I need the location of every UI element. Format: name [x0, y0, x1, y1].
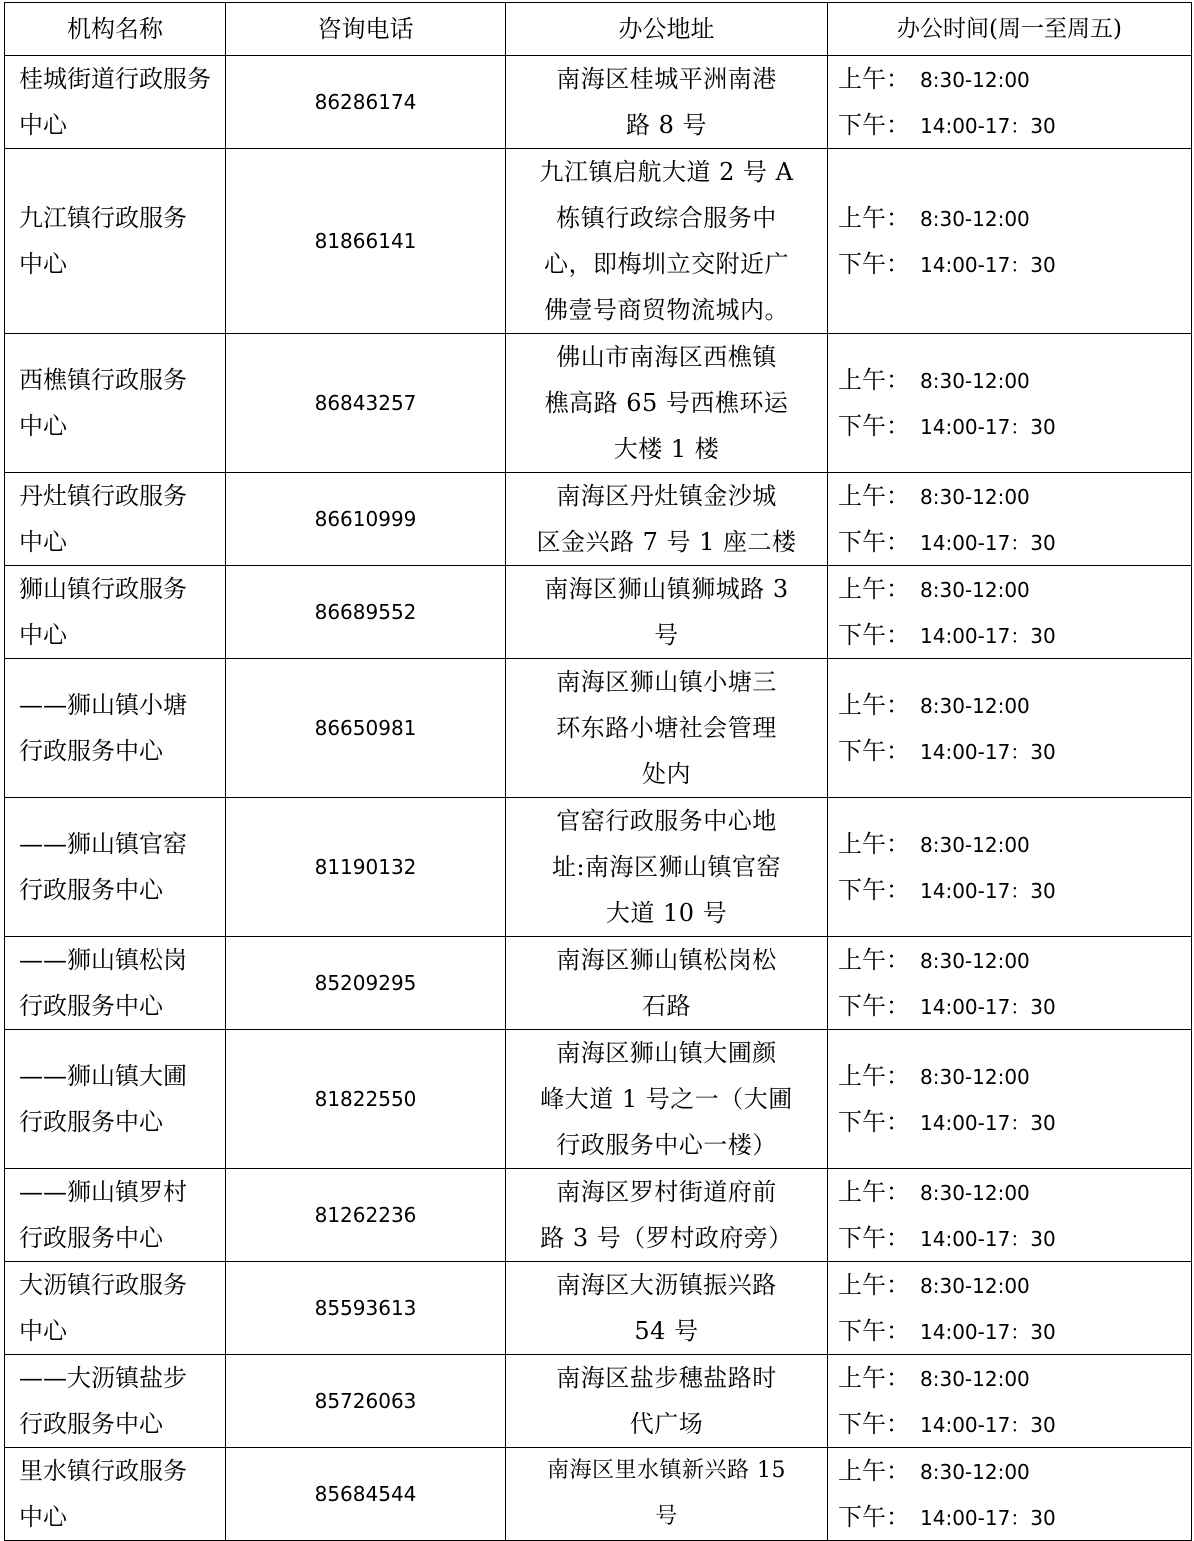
afternoon-hours-time: 14:00-17：30: [920, 114, 1056, 138]
morning-hours: [838, 1448, 1187, 1494]
office-hours: [828, 149, 1192, 334]
afternoon-hours-time: 14:00-17：30: [920, 415, 1056, 439]
office-address: 佛山市南海区西樵镇 樵高路 65 号西樵环运 大楼 1 楼: [506, 334, 828, 473]
office-hours: [828, 56, 1192, 149]
afternoon-hours: [838, 1215, 1187, 1261]
morning-hours: [838, 937, 1187, 983]
office-address: 南海区里水镇新兴路 15 号: [506, 1448, 828, 1541]
phone-number: 86610999: [226, 473, 506, 566]
morning-hours-time: 8:30-12:00: [920, 1065, 1030, 1089]
header-name: 机构名称: [5, 3, 226, 56]
morning-hours-label: 上午：: [838, 65, 910, 93]
morning-hours-label: 上午：: [838, 1062, 910, 1090]
org-name: 桂城街道行政服务 中心: [5, 56, 226, 149]
office-hours: [828, 1030, 1192, 1169]
org-name: ——狮山镇罗村 行政服务中心: [5, 1169, 226, 1262]
morning-hours-time: 8:30-12:00: [920, 1460, 1030, 1484]
afternoon-hours-time: 14:00-17：30: [920, 1506, 1056, 1530]
morning-hours-label: 上午：: [838, 830, 910, 858]
org-name: ——狮山镇大圃 行政服务中心: [5, 1030, 226, 1169]
office-address: 九江镇启航大道 2 号 A 栋镇行政综合服务中 心，即梅圳立交附近广 佛壹号商贸物流城内。: [506, 149, 828, 334]
afternoon-hours: [838, 1494, 1187, 1540]
header-phone: 咨询电话: [226, 3, 506, 56]
afternoon-hours-time: 14:00-17：30: [920, 879, 1056, 903]
morning-hours-time: 8:30-12:00: [920, 578, 1030, 602]
header-address: 办公地址: [506, 3, 828, 56]
afternoon-hours-time: 14:00-17：30: [920, 1413, 1056, 1437]
afternoon-hours: [838, 867, 1187, 913]
afternoon-hours: [838, 1099, 1187, 1145]
afternoon-hours-time: 14:00-17：30: [920, 624, 1056, 648]
header-hours: 办公时间(周一至周五): [828, 3, 1192, 56]
morning-hours: [838, 682, 1187, 728]
morning-hours-label: 上午：: [838, 204, 910, 232]
table-row: [5, 334, 1192, 473]
morning-hours: [838, 821, 1187, 867]
afternoon-hours-label: 下午：: [838, 876, 910, 904]
org-name: 里水镇行政服务 中心: [5, 1448, 226, 1541]
phone-number: 81190132: [226, 798, 506, 937]
phone-number: 85726063: [226, 1355, 506, 1448]
morning-hours-label: 上午：: [838, 946, 910, 974]
afternoon-hours-label: 下午：: [838, 111, 910, 139]
afternoon-hours: [838, 612, 1187, 658]
org-name: 西樵镇行政服务 中心: [5, 334, 226, 473]
office-address: 南海区狮山镇大圃颜 峰大道 1 号之一（大圃 行政服务中心一楼）: [506, 1030, 828, 1169]
morning-hours-time: 8:30-12:00: [920, 694, 1030, 718]
morning-hours: [838, 357, 1187, 403]
phone-number: 81822550: [226, 1030, 506, 1169]
org-name: ——大沥镇盐步 行政服务中心: [5, 1355, 226, 1448]
table-body: [5, 56, 1192, 1541]
afternoon-hours-time: 14:00-17：30: [920, 740, 1056, 764]
table-row: [5, 1448, 1192, 1541]
morning-hours-time: 8:30-12:00: [920, 1274, 1030, 1298]
office-hours: [828, 334, 1192, 473]
morning-hours-label: 上午：: [838, 482, 910, 510]
office-hours: [828, 566, 1192, 659]
afternoon-hours-time: 14:00-17：30: [920, 1227, 1056, 1251]
afternoon-hours-time: 14:00-17：30: [920, 1111, 1056, 1135]
phone-number: 85209295: [226, 937, 506, 1030]
afternoon-hours: [838, 983, 1187, 1029]
table-row: [5, 1262, 1192, 1355]
phone-number: 85684544: [226, 1448, 506, 1541]
office-hours: [828, 798, 1192, 937]
morning-hours: [838, 195, 1187, 241]
office-address: 官窑行政服务中心地 址:南海区狮山镇官窑 大道 10 号: [506, 798, 828, 937]
afternoon-hours: [838, 728, 1187, 774]
table-row: [5, 566, 1192, 659]
morning-hours-time: 8:30-12:00: [920, 1181, 1030, 1205]
service-center-table: [4, 2, 1192, 1541]
morning-hours: [838, 473, 1187, 519]
afternoon-hours-label: 下午：: [838, 737, 910, 765]
org-name: 大沥镇行政服务 中心: [5, 1262, 226, 1355]
office-address: 南海区丹灶镇金沙城 区金兴路 7 号 1 座二楼: [506, 473, 828, 566]
morning-hours: [838, 56, 1187, 102]
afternoon-hours: [838, 1401, 1187, 1447]
afternoon-hours-time: 14:00-17：30: [920, 253, 1056, 277]
table-header-row: [5, 3, 1192, 56]
morning-hours: [838, 1355, 1187, 1401]
morning-hours-label: 上午：: [838, 1271, 910, 1299]
afternoon-hours-label: 下午：: [838, 1503, 910, 1531]
afternoon-hours: [838, 1308, 1187, 1354]
table-row: [5, 1169, 1192, 1262]
morning-hours-time: 8:30-12:00: [920, 68, 1030, 92]
morning-hours-time: 8:30-12:00: [920, 207, 1030, 231]
table-row: [5, 56, 1192, 149]
afternoon-hours-time: 14:00-17：30: [920, 995, 1056, 1019]
afternoon-hours-time: 14:00-17：30: [920, 1320, 1056, 1344]
morning-hours-label: 上午：: [838, 575, 910, 603]
afternoon-hours-label: 下午：: [838, 1410, 910, 1438]
morning-hours-label: 上午：: [838, 691, 910, 719]
afternoon-hours-label: 下午：: [838, 1317, 910, 1345]
morning-hours-time: 8:30-12:00: [920, 949, 1030, 973]
morning-hours: [838, 566, 1187, 612]
morning-hours-time: 8:30-12:00: [920, 1367, 1030, 1391]
morning-hours-label: 上午：: [838, 1178, 910, 1206]
table-row: [5, 473, 1192, 566]
morning-hours-label: 上午：: [838, 366, 910, 394]
table-row: [5, 149, 1192, 334]
office-address: 南海区桂城平洲南港 路 8 号: [506, 56, 828, 149]
phone-number: 86843257: [226, 334, 506, 473]
morning-hours-time: 8:30-12:00: [920, 369, 1030, 393]
office-address: 南海区盐步穗盐路时 代广场: [506, 1355, 828, 1448]
table-row: [5, 798, 1192, 937]
org-name: 狮山镇行政服务 中心: [5, 566, 226, 659]
table-row: [5, 1355, 1192, 1448]
org-name: 丹灶镇行政服务 中心: [5, 473, 226, 566]
office-hours: [828, 937, 1192, 1030]
table-row: [5, 937, 1192, 1030]
afternoon-hours-label: 下午：: [838, 528, 910, 556]
afternoon-hours: [838, 241, 1187, 287]
office-address: 南海区罗村街道府前 路 3 号（罗村政府旁）: [506, 1169, 828, 1262]
org-name: 九江镇行政服务 中心: [5, 149, 226, 334]
morning-hours: [838, 1262, 1187, 1308]
office-address: 南海区大沥镇振兴路 54 号: [506, 1262, 828, 1355]
afternoon-hours-label: 下午：: [838, 1108, 910, 1136]
office-address: 南海区狮山镇松岗松 石路: [506, 937, 828, 1030]
table-row: [5, 659, 1192, 798]
office-hours: [828, 1355, 1192, 1448]
morning-hours-label: 上午：: [838, 1364, 910, 1392]
morning-hours: [838, 1169, 1187, 1215]
org-name: ——狮山镇小塘 行政服务中心: [5, 659, 226, 798]
afternoon-hours-label: 下午：: [838, 992, 910, 1020]
afternoon-hours-label: 下午：: [838, 250, 910, 278]
afternoon-hours-label: 下午：: [838, 412, 910, 440]
afternoon-hours-label: 下午：: [838, 1224, 910, 1252]
afternoon-hours: [838, 519, 1187, 565]
org-name: ——狮山镇官窑 行政服务中心: [5, 798, 226, 937]
afternoon-hours: [838, 403, 1187, 449]
phone-number: 86689552: [226, 566, 506, 659]
phone-number: 85593613: [226, 1262, 506, 1355]
afternoon-hours: [838, 102, 1187, 148]
morning-hours-time: 8:30-12:00: [920, 485, 1030, 509]
phone-number: 86286174: [226, 56, 506, 149]
phone-number: 81866141: [226, 149, 506, 334]
office-hours: [828, 473, 1192, 566]
afternoon-hours-time: 14:00-17：30: [920, 531, 1056, 555]
office-hours: [828, 1169, 1192, 1262]
office-address: 南海区狮山镇狮城路 3 号: [506, 566, 828, 659]
morning-hours: [838, 1053, 1187, 1099]
office-hours: [828, 659, 1192, 798]
office-hours: [828, 1448, 1192, 1541]
office-address: 南海区狮山镇小塘三 环东路小塘社会管理 处内: [506, 659, 828, 798]
table-row: [5, 1030, 1192, 1169]
morning-hours-time: 8:30-12:00: [920, 833, 1030, 857]
org-name: ——狮山镇松岗 行政服务中心: [5, 937, 226, 1030]
morning-hours-label: 上午：: [838, 1457, 910, 1485]
phone-number: 86650981: [226, 659, 506, 798]
office-hours: [828, 1262, 1192, 1355]
phone-number: 81262236: [226, 1169, 506, 1262]
afternoon-hours-label: 下午：: [838, 621, 910, 649]
